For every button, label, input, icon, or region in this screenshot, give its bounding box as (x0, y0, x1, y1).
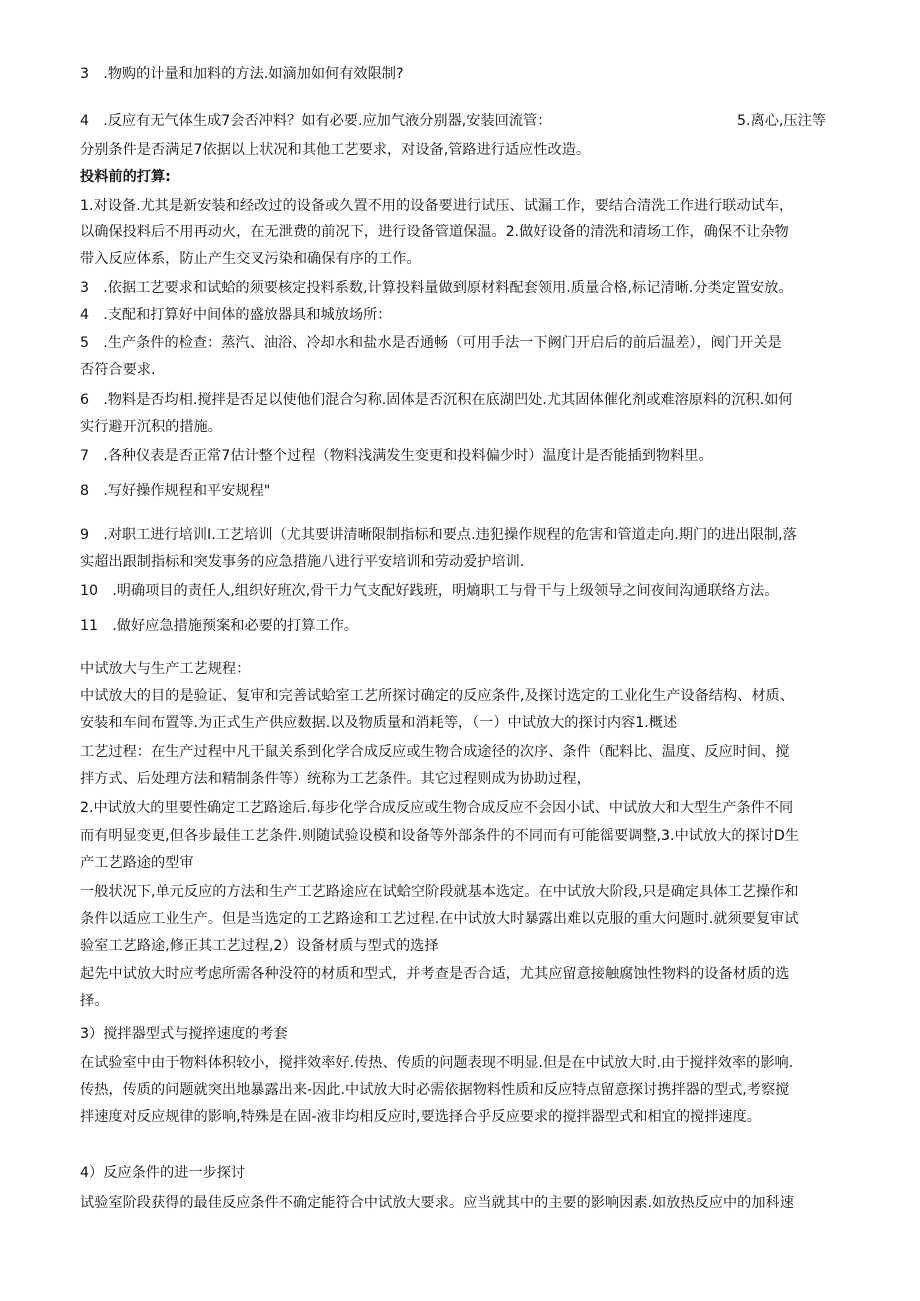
text-line: 11 .做好应急措施预案和必要的打算工作。 (80, 618, 358, 634)
text-line: 而有明显变更,但各步最佳工艺条件.则随试验设模和设备等外部条件的不同而有可能徭要调整,3.中试放大的探讨D生 (80, 828, 799, 844)
text-line: 产工艺路途的型审 (80, 855, 194, 871)
text-line: 实行避开沉积的措施。 (80, 419, 222, 435)
text-line: 2.中试放大的里要性确定工艺路途后.每步化学合成反应或生物合成反应不会因小试、中试放大和大型生产条件不同 (80, 800, 794, 816)
section-heading: 3）搅拌器型式与搅捽速度的考套 (80, 1026, 288, 1042)
text-line: 7 .各种仪表是否正常7估计整个过程（物料浅满发生变更和投料偏少时）温度计是否能插到物料里。 (80, 448, 713, 464)
text-line: 中试放大的目的是验证、复审和完善试蛤室工艺所探讨确定的反应条件,及探讨选定的工业化生产设备结构、材质、 (80, 688, 794, 704)
text-line: 实超出跟制指标和突发事务的应急措施八进行平安培训和劳动爱护培训. (80, 554, 525, 570)
text-line: 10 .明确项目的责任人,组织好班次,骨干力气支配好践班，明熵职工与骨干与上级领导之间夜间沟通联络方法。 (80, 583, 779, 599)
text-note: 5.离心,压注等 (737, 113, 826, 129)
text-line: 拌速度对反应规律的影响,特殊是在固-液非均相反应时,要选择合乎反应要求的搅拌器型式和相宜的搅拌速度。 (80, 1109, 761, 1125)
text-line: 带入反应体系，防止产生交叉污染和确保有序的工作。 (80, 251, 421, 267)
text-line: 1.对设备.尤其是新安装和经改过的设备或久置不用的设备要进行试压、试漏工作，要结合清洗工作进行联动试车， (80, 198, 794, 214)
text-line: 在试验室中由于物料体积较小，搅拌效率好.传热、传质的问题表现不明显.但是在中试放大时.由于搅拌效率的影响. (80, 1055, 794, 1071)
text-line: 择。 (80, 993, 109, 1009)
text-line: 验室工艺路途,修正其工艺过程,2）设备材质与型式的选择 (80, 938, 439, 954)
text-line: 9 .对职工进行培训I.工艺培训（尤其要讲清晰限制指标和要点.违犯操作规程的危害和管道走向.期门的进出限制,落 (80, 527, 797, 543)
section-heading: 中试放大与生产工艺规程： (80, 661, 251, 677)
text-line: 3 .依据工艺要求和试蛤的须要核定投料系数,计算投料量做到原材料配套领用.质量合格,标记清晰.分类定置安放。 (80, 280, 793, 296)
text-line: 5 .生产条件的检查：蒸汽、油浴、冷却水和盐水是否通畅（可用手法一下阙门开启后的前后温差），阀门开关是 (80, 335, 782, 351)
text-line: 6 .物料是否均相.搅拌是否足以使他们混合匀称.固体是否沉积在底湖凹处.尤其固体催化剂或难溶原料的沉积.如何 (80, 392, 793, 408)
text-line: 条件以适应工业生产。但是当选定的工艺路途和工艺过程.在中试放大时暴露出难以克服的重大问题时.就须要复审试 (80, 911, 799, 927)
text-line: 一般状况下,单元反应的方法和生产工艺路途应在试蛤空阶段就基本选定。在中试放大阶段,只是确定具体工艺操作和 (80, 884, 799, 900)
text-line: 安装和车间布置等.为正式生产供应数据.以及物质量和消耗等，（一）中试放大的探讨内容1.概述 (80, 715, 678, 731)
text-line: 试验室阶段获得的最佳反应条件不确定能符合中试放大要求。应当就其中的主要的影响因素.如放热反应中的加科速 (80, 1195, 794, 1211)
text-line: 拌方式、后处理方法和精制条件等）统称为工艺条件。其它过程则成为协助过程， (80, 771, 591, 787)
text-line: 分别条件是否满足7依据以上状况和其他工艺要求，对设备,管路进行适应性改造。 (80, 142, 591, 158)
text-line: 8 .写好操作规程和平安规程" (80, 483, 271, 499)
text-line: 4 .支配和打算好中间体的盛放器具和城放场所： (80, 307, 392, 323)
text-line: 否符合要求. (80, 362, 156, 378)
text-line: 传热，传质的问题就突出地暴露出来-因此.中试放大时必需依据物料性质和反应特点留意探讨携拌器的型式,考察搅 (80, 1082, 790, 1098)
text-line: 工艺过程：在生产过程中凡干鼠关系到化学合成反应或生物合成途径的次序、条件（配料比、温度、反应时间、搅 (80, 744, 790, 760)
section-heading: 4）反应条件的进一步探讨 (80, 1165, 246, 1181)
text-line: 起先中试放大时应考虑所需各种没符的材质和型式，并考查是否合适，尤其应留意接触腐蚀性物料的设备材质的选 (80, 966, 790, 982)
text-line: 4 .反应有无气体生成7会否冲料？如有必要.应加气液分别器,安装回流管： (80, 113, 552, 129)
text-line: 以确保投料后不用再动火，在无泄费的前况下，进行设备管道保温。2.做好设备的清洗和清场工作，确保不让杂物 (80, 224, 789, 240)
section-heading: 投料前的打算: (80, 169, 171, 185)
text-line: 3 .物购的计量和加料的方法.如滴加如何有效限制? (80, 66, 404, 82)
